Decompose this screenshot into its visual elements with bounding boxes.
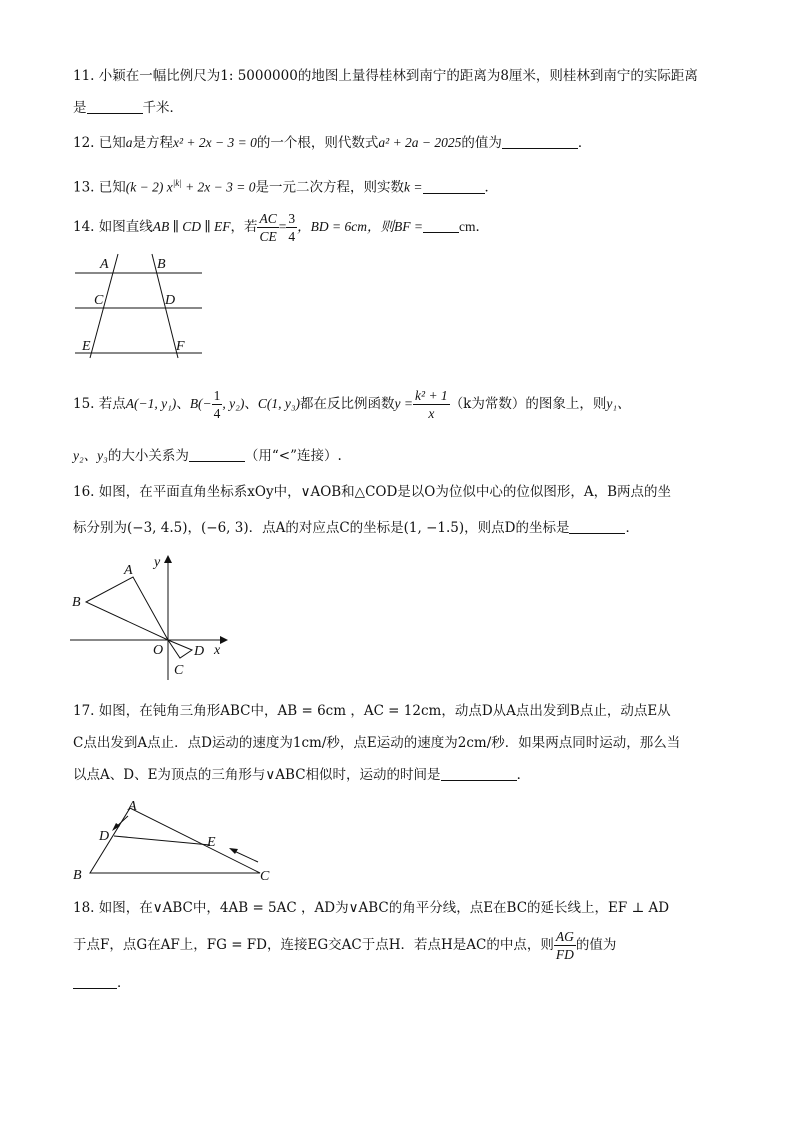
q17-answer-blank[interactable] — [441, 766, 517, 781]
q16-line2 — [73, 518, 639, 538]
q14-equals: = — [278, 219, 287, 234]
q15-line2-post: （用“<”连接）. — [244, 448, 342, 464]
q17-label-e: E — [207, 835, 216, 850]
q17-line3-text: 以点A、D、E为顶点的三角形与∨ABC相似时，运动的时间是 — [73, 767, 441, 783]
q17-label-c: C — [260, 869, 270, 884]
q17-line2: C点出发到A点止．点D运动的速度为1cm/秒，点E运动的速度为2cm/秒．如果两点同时运动，那么当 — [73, 735, 681, 751]
q12-mid2: 的一个根，则代数式 — [256, 135, 379, 151]
q13-answer-blank[interactable] — [423, 179, 485, 194]
q15-answer-blank[interactable] — [189, 447, 245, 462]
q15-line2 — [73, 446, 342, 466]
q13-end: ． — [484, 179, 498, 196]
q18-fraction-ag-fd: $\frac{AG}{FD}$ — [555, 929, 574, 962]
q14-fraction-3-4: $\frac{3}{4}$ — [288, 211, 296, 244]
q16-label-c: C — [174, 663, 184, 678]
q14-label-b: B — [157, 257, 166, 272]
q15-post: （k为常数）的图象上，则 — [449, 396, 607, 412]
q13-exponent: |k| — [172, 178, 182, 188]
q18-end: ． — [117, 975, 131, 991]
q15-sep1: 、 — [176, 396, 190, 412]
q12-line — [73, 133, 591, 153]
q11-text-post: 千米． — [142, 100, 183, 116]
q16-coordinate-figure — [68, 550, 238, 685]
q15-line2-mid: 的大小关系为 — [107, 448, 189, 464]
q17-end: ． — [516, 767, 531, 783]
q12-answer-blank[interactable] — [502, 134, 578, 149]
q15-fraction-function: $\frac{\text{k² + 1}}{x}$ — [415, 388, 448, 421]
q12-end: ． — [577, 135, 592, 151]
q15-pre: 15. 若点 — [73, 396, 126, 412]
q16-line1: 16. 如图，在平面直角坐标系xOy中，∨AOB和△COD是以O为位似中心的位似图形，A，B两点的坐 — [73, 484, 672, 500]
q14-pre: 14. 如图直线 — [73, 219, 153, 235]
q14-fraction-ac-ce: $\frac{AC}{CE}$ — [259, 211, 277, 244]
q15-y2y3: y₂、y₃ — [73, 448, 108, 463]
q14-line — [73, 208, 489, 246]
q12-expression: a² + 2a − 2025 — [378, 135, 462, 150]
q16-label-a: A — [124, 563, 133, 578]
q12-pre: 12. 已知 — [73, 135, 126, 151]
q17-triangle-figure — [70, 798, 280, 886]
q12-mid: 是方程 — [132, 135, 174, 151]
q15-y1: y₁、 — [606, 396, 631, 411]
q17-line3 — [73, 765, 530, 785]
q15-point-a: A(−1, y₁) — [125, 396, 177, 411]
q11-line2 — [73, 98, 183, 118]
q12-post: 的值为 — [461, 135, 502, 151]
q13-pre: 13. 已知 — [73, 179, 126, 196]
q15-point-b: B(− — [189, 396, 212, 411]
q18-line3 — [73, 973, 131, 993]
q13-equation: (k − 2) x — [125, 179, 173, 195]
q14-label-f: F — [176, 339, 185, 354]
q12-var: a — [125, 135, 133, 150]
q16-line2-text: 标分别为(−3, 4.5)，(−6, 3)．点A的对应点C的坐标是(1, −1.5)，则点D的坐标是 — [73, 520, 570, 536]
q16-label-b: B — [72, 595, 81, 610]
q13-var: k = — [404, 179, 423, 195]
q14-unit: cm． — [458, 219, 489, 234]
q16-label-o: O — [153, 643, 164, 658]
q16-label-y: y — [154, 555, 161, 570]
q14-label-d: D — [165, 293, 176, 308]
q17-line1: 17. 如图，在钝角三角形ABC中，AB = 6cm ，AC = 12cm，动点D从A点出发到B点止，动点E从 — [73, 703, 671, 719]
q11-line1: 11. 小颖在一幅比例尺为1: 5000000的地图上量得桂林到南宁的距离为8厘米，则桂林到南宁的实际距离 — [73, 68, 698, 84]
q15-mid: 都在反比例函数 — [300, 396, 395, 412]
q14-label-c: C — [94, 293, 104, 308]
q18-line2-post: 的值为 — [575, 937, 617, 953]
q16-end: ． — [625, 520, 639, 536]
q15-point-c: C(1, y₃) — [257, 396, 301, 411]
q18-line2 — [73, 925, 616, 965]
q18-line1: 18. 如图，在∨ABC中，4AB = 5AC ，AD为∨ABC的角平分线，点E在BC的延长线上，EF ⊥ AD — [73, 900, 670, 916]
q15-sep2: 、 — [244, 396, 258, 412]
q11-text-pre: 是 — [73, 100, 87, 116]
q11-answer-blank[interactable] — [87, 99, 143, 114]
q12-equation: x² + 2x − 3 = 0 — [173, 135, 257, 150]
q14-answer-blank[interactable] — [423, 218, 459, 233]
q14-parallel-lines: AB ∥ CD ∥ EF — [152, 219, 231, 234]
q16-answer-blank[interactable] — [569, 519, 625, 534]
q14-mid: ，若 — [230, 219, 258, 235]
q14-bf: BF = — [393, 219, 423, 234]
q14-label-a: A — [100, 257, 109, 272]
q17-label-a: A — [128, 799, 137, 814]
q16-label-x: x — [214, 643, 221, 658]
q13-equation-rest: + 2x − 3 = 0 — [181, 179, 256, 195]
q15-point-b-rest: , y₂) — [222, 396, 245, 411]
q15-fraction-1-4: $\frac{1}{4}$ — [213, 388, 221, 421]
q16-label-d: D — [194, 644, 205, 659]
q15-line1 — [73, 384, 631, 424]
q15-func: y = — [394, 396, 414, 411]
q18-line2-text: 于点F，点G在AF上，FG = FD，连接EG交AC于点H．若点H是AC的中点，则 — [73, 937, 554, 953]
q17-label-d: D — [99, 829, 110, 844]
q18-answer-blank[interactable] — [73, 974, 117, 989]
q14-label-e: E — [82, 339, 91, 354]
q13-mid: 是一元二次方程，则实数 — [255, 179, 405, 196]
q17-label-b: B — [73, 868, 82, 883]
q14-parallel-lines-figure — [70, 252, 210, 362]
q13-line — [73, 173, 498, 198]
q14-bd: ，BD = 6cm，则 — [297, 219, 394, 234]
